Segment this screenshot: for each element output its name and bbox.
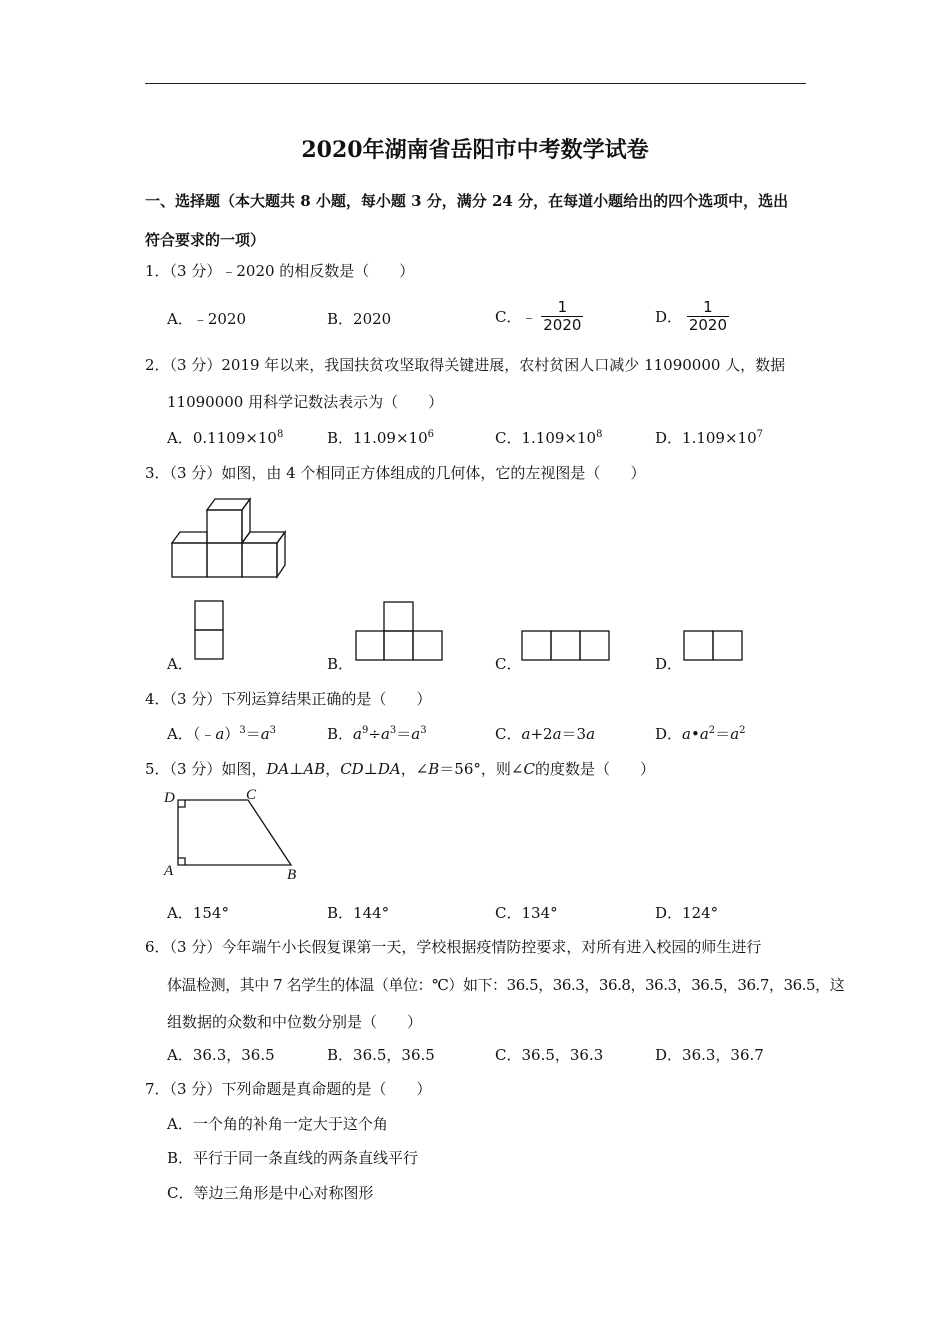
section-heading-line1: 一、选择题（本大题共 8 小题，每小题 3 分，满分 24 分，在每道小题给出的四个选项中，选出 [145, 192, 789, 210]
q6-option-c: C．36.5，36.3 [495, 1046, 604, 1064]
q4-stem: 4．（3 分）下列运算结果正确的是（ ） [145, 690, 432, 708]
q1-option-c: C．﹣ $\frac{1}{2020}$ [495, 298, 582, 334]
q1-option-d: D． $\frac{1}{2020}$ [655, 298, 727, 334]
q5-label-a: A [164, 863, 174, 879]
q5-option-c: C．134° [495, 904, 558, 922]
q6-option-a: A．36.3，36.5 [167, 1046, 275, 1064]
q5-label-c: C [246, 787, 257, 803]
q3-option-b-figure [355, 601, 443, 661]
q7-option-b: B．平行于同一条直线的两条直线平行 [167, 1149, 419, 1167]
q4-option-a: A．$(﹣a)^3=a^3$ [167, 725, 277, 743]
q1-option-a: A．﹣2020 [167, 310, 247, 328]
q2-stem-line2: 11090000 用科学记数法表示为（ ） [167, 393, 444, 411]
q3-option-d-figure [683, 630, 743, 661]
q6-option-d: D．36.3，36.7 [655, 1046, 764, 1064]
q5-option-b: B．144° [327, 904, 390, 922]
q3-option-b-label: B． [327, 655, 354, 673]
q3-option-a-label: A． [167, 655, 193, 673]
q3-option-c-figure [521, 630, 611, 661]
q5-trapezoid-figure [160, 786, 310, 886]
q3-option-c-label: C． [495, 655, 522, 673]
q3-option-d-label: D． [655, 655, 683, 673]
q5-label-d: D [164, 790, 175, 806]
q5-label-b: B [287, 867, 297, 883]
q2-stem-line1: 2．（3 分）2019 年以来，我国扶贫攻坚取得关键进展，农村贫困人口减少 11090000 人，数据 [145, 356, 786, 374]
q6-stem-line3: 组数据的众数和中位数分别是（ ） [167, 1013, 423, 1031]
q4-option-c: C．a+2a＝3a [495, 725, 596, 743]
section-heading-line2: 符合要求的一项） [145, 231, 266, 249]
q4-option-d: D．$a•a^2=a^2$ [655, 725, 746, 743]
q4-option-b: B．$a^9\div a^3=a^3$ [327, 725, 427, 743]
q5-stem: 5．（3 分）如图，DA⊥AB，CD⊥DA，∠B＝56°，则∠C的度数是（ ） [145, 760, 655, 778]
q3-stem: 3．（3 分）如图，由 4 个相同正方体组成的几何体，它的左视图是（ ） [145, 464, 646, 482]
q7-option-a: A．一个角的补角一定大于这个角 [167, 1115, 388, 1133]
q2-option-b: B．$11.09\times 10^6$ [327, 429, 434, 447]
q7-stem: 7．（3 分）下列命题是真命题的是（ ） [145, 1080, 432, 1098]
q3-option-a-figure [194, 600, 224, 660]
q5-option-d: D．124° [655, 904, 719, 922]
header-rule [145, 83, 806, 84]
q1-stem: 1．（3 分）﹣2020 的相反数是（ ） [145, 262, 415, 280]
page-title: 2020年湖南省岳阳市中考数学试卷 [301, 137, 649, 163]
q2-option-a: A．$0.1109\times 10^8$ [167, 429, 284, 447]
q3-cube-figure [160, 492, 295, 580]
q1-option-b: B．2020 [327, 310, 392, 328]
q2-option-d: D．$1.109\times 10^7$ [655, 429, 763, 447]
q7-option-c: C．等边三角形是中心对称图形 [167, 1184, 374, 1202]
q6-stem-line2: 体温检测，其中 7 名学生的体温（单位：℃）如下：36.5，36.3，36.8，36.3，36.5，36.7，36.5，这 [167, 976, 845, 994]
q6-option-b: B．36.5，36.5 [327, 1046, 435, 1064]
q6-stem-line1: 6．（3 分）今年端午小长假复课第一天，学校根据疫情防控要求，对所有进入校园的师生进行 [145, 938, 762, 956]
q5-option-a: A．154° [167, 904, 229, 922]
q2-option-c: C．$1.109\times 10^8$ [495, 429, 603, 447]
